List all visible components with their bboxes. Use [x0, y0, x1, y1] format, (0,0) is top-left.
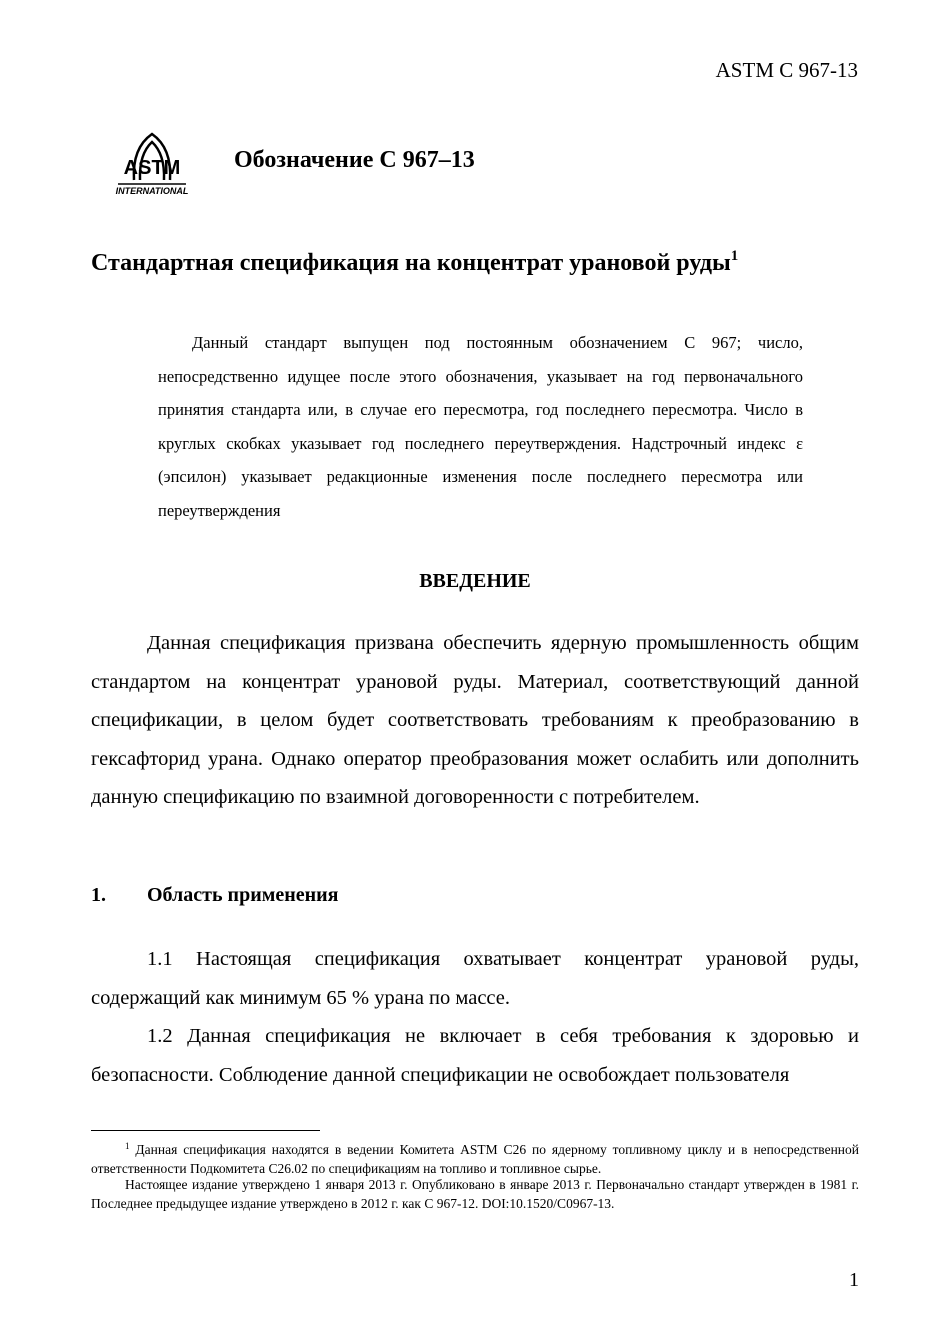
- introduction-paragraph: Данная спецификация призвана обеспечить ядерную промышленность общим стандартом на концентрат урановой руды. Материал, соответствующий данной спецификации, в целом будет соответствовать требованиям к преобразованию в гексафторид урана. Однако оператор преобразования может ослабить или дополнить данную спецификацию по взаимной договоренности с потребителем.: [91, 632, 859, 808]
- footnote-1: [91, 1137, 859, 1178]
- footnote-mark: 1: [125, 1141, 130, 1151]
- footnote-line-1: Данная спецификация находятся в ведении Комитета ASTM С26 по ядерному топливному циклу и в непосредственной ответственности Подкомитета С26.02 по спецификациям на топливо и топливное сырье.: [91, 1142, 859, 1176]
- section-title: Область применения: [147, 884, 339, 906]
- section-number: 1.: [91, 884, 106, 906]
- title-footnote-mark: 1: [730, 248, 739, 264]
- document-title: [91, 248, 738, 277]
- astm-logo: [112, 128, 196, 200]
- logo-text-international: INTERNATIONAL: [115, 186, 189, 196]
- logo-text-astm: ASTM: [123, 157, 181, 179]
- paragraph-1-1: 1.1 Настоящая спецификация охватывает концентрат урановой руды, содержащий как минимум 65 % урана по массе.: [91, 948, 859, 1009]
- page-number: 1: [849, 1269, 859, 1291]
- document-code: ASTM C 967-13: [715, 58, 858, 82]
- title-text: Стандартная спецификация на концентрат урановой руды: [91, 250, 731, 276]
- standard-notice: Данный стандарт выпущен под постоянным обозначением С 967; число, непосредственно идущее после этого обозначения, указывает на год первоначального принятия стандарта или, в случае его пересмотра, год последнего пересмотра. Число в круглых скобках указывает год последнего переутверждения. Надстрочный индекс ε (эпсилон) указывает редакционные изменения после последнего пересмотра или переутверждения: [158, 333, 803, 520]
- introduction-heading: ВВЕДЕНИЕ: [419, 570, 531, 592]
- footnote-line-2: Настоящее издание утверждено 1 января 2013 г. Опубликовано в январе 2013 г. Первоначально стандарт утвержден в 1981 г. Последнее предыдущее издание утверждено в 2012 г. как С 967-12. DOI:10.1520/C0967-13.: [91, 1177, 859, 1211]
- paragraph-1-2: 1.2 Данная спецификация не включает в себя требования к здоровью и безопасности. Соблюдение данной спецификации не освобождает пользователя: [91, 1025, 859, 1086]
- designation: Обозначение С 967–13: [234, 147, 475, 173]
- footnote-divider: [91, 1130, 320, 1131]
